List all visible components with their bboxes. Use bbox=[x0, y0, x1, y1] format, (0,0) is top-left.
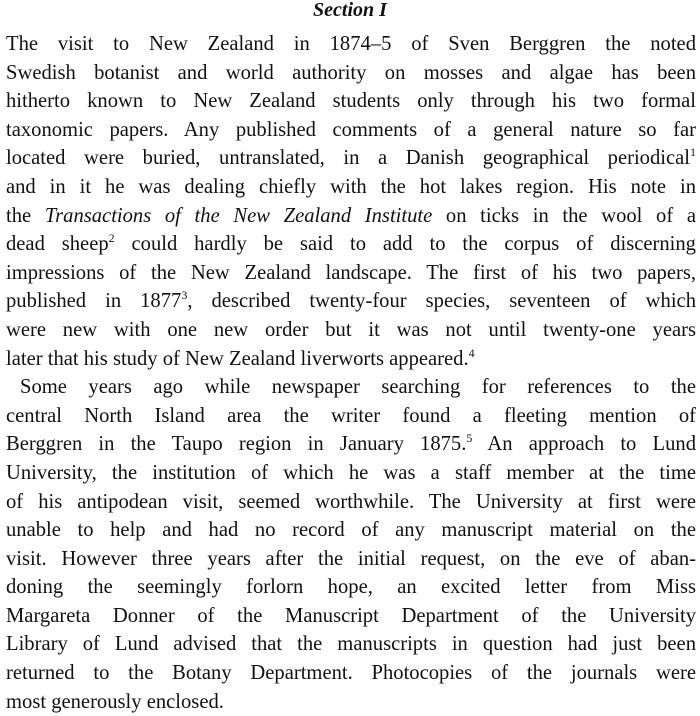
text-run: the bbox=[6, 204, 45, 227]
text-run: most generously enclosed. bbox=[6, 690, 224, 713]
text-run: impressions of the New Zealand landscape. The first of his two papers, bbox=[6, 261, 696, 284]
text-run: on ticks in the wool of a bbox=[432, 204, 696, 227]
text-line bbox=[6, 516, 696, 545]
text-run: hitherto known to New Zealand students only through his two formal bbox=[6, 90, 696, 113]
text-line bbox=[6, 545, 696, 574]
text-run: doning the seemingly forlorn hope, an excited letter from Miss bbox=[6, 576, 696, 599]
text-line bbox=[6, 602, 696, 631]
text-run: University, the institution of which he was a staff member at the time bbox=[6, 461, 696, 484]
text-line bbox=[6, 488, 696, 517]
text-line bbox=[6, 287, 696, 316]
text-run: taxonomic papers. Any published comments of a general nature so far bbox=[6, 118, 696, 141]
text-run: Some years ago while newspaper searching for references to the bbox=[20, 376, 696, 399]
text-line bbox=[6, 573, 696, 602]
section-heading: Section I bbox=[313, 0, 387, 21]
footnote-ref: 3 bbox=[181, 288, 188, 303]
text-run: Berggren in the Taupo region in January 1875. bbox=[6, 433, 467, 456]
text-run: Swedish botanist and world authority on mosses and algae has been bbox=[6, 61, 696, 84]
text-line bbox=[6, 659, 696, 688]
text-run: Margareta Donner of the Manuscript Department of the University bbox=[6, 604, 696, 627]
text-run: , described twenty-four species, seventeen of which bbox=[187, 290, 696, 313]
text-run: could hardly be said to add to the corpus of discerning bbox=[114, 233, 696, 256]
text-run: published in 1877 bbox=[6, 290, 182, 313]
text-line bbox=[6, 59, 696, 88]
italic-title: Transactions of the New Zealand Institute bbox=[44, 204, 433, 227]
text-line bbox=[6, 144, 696, 173]
text-line bbox=[6, 116, 696, 145]
text-run: and in it he was dealing chiefly with the hot lakes region. His note in bbox=[6, 175, 696, 198]
text-line bbox=[6, 402, 696, 431]
text-line bbox=[6, 230, 696, 259]
text-line bbox=[6, 316, 696, 345]
text-line bbox=[6, 30, 696, 59]
footnote-ref: 4 bbox=[468, 345, 475, 360]
text-run: The visit to New Zealand in 1874–5 of Sven Berggren the noted bbox=[6, 33, 696, 55]
text-line bbox=[6, 202, 696, 231]
text-line bbox=[6, 430, 696, 459]
text-line bbox=[6, 173, 696, 202]
text-run: Library of Lund advised that the manuscripts in question had just been bbox=[6, 633, 696, 656]
text-run: of his antipodean visit, seemed worthwhile. The University at first were bbox=[6, 490, 696, 513]
text-line bbox=[6, 345, 696, 374]
text-run: later that his study of New Zealand liverworts appeared. bbox=[6, 347, 469, 370]
text-line bbox=[6, 87, 696, 116]
text-line bbox=[6, 373, 696, 402]
text-run: dead sheep bbox=[6, 233, 109, 256]
paragraph bbox=[0, 373, 700, 716]
footnote-ref: 1 bbox=[690, 145, 696, 160]
text-line bbox=[6, 459, 696, 488]
paragraph bbox=[0, 30, 700, 373]
text-run: visit. However three years after the initial request, on the eve of aban- bbox=[6, 547, 696, 570]
text-run: unable to help and had no record of any manuscript material on the bbox=[6, 519, 696, 542]
text-run: central North Island area the writer found a fleeting mention of bbox=[6, 404, 696, 427]
text-run: were new with one new order but it was not until twenty-one years bbox=[6, 318, 696, 341]
body-text bbox=[0, 30, 700, 716]
text-line bbox=[6, 259, 696, 288]
text-run: returned to the Botany Department. Photocopies of the journals were bbox=[6, 662, 696, 685]
footnote-ref: 2 bbox=[108, 231, 115, 246]
footnote-ref: 5 bbox=[466, 431, 473, 446]
text-line bbox=[6, 630, 696, 659]
text-run: located were buried, untranslated, in a Danish geographical periodical bbox=[6, 147, 690, 170]
text-run: An approach to Lund bbox=[472, 433, 696, 456]
text-line bbox=[6, 688, 696, 716]
